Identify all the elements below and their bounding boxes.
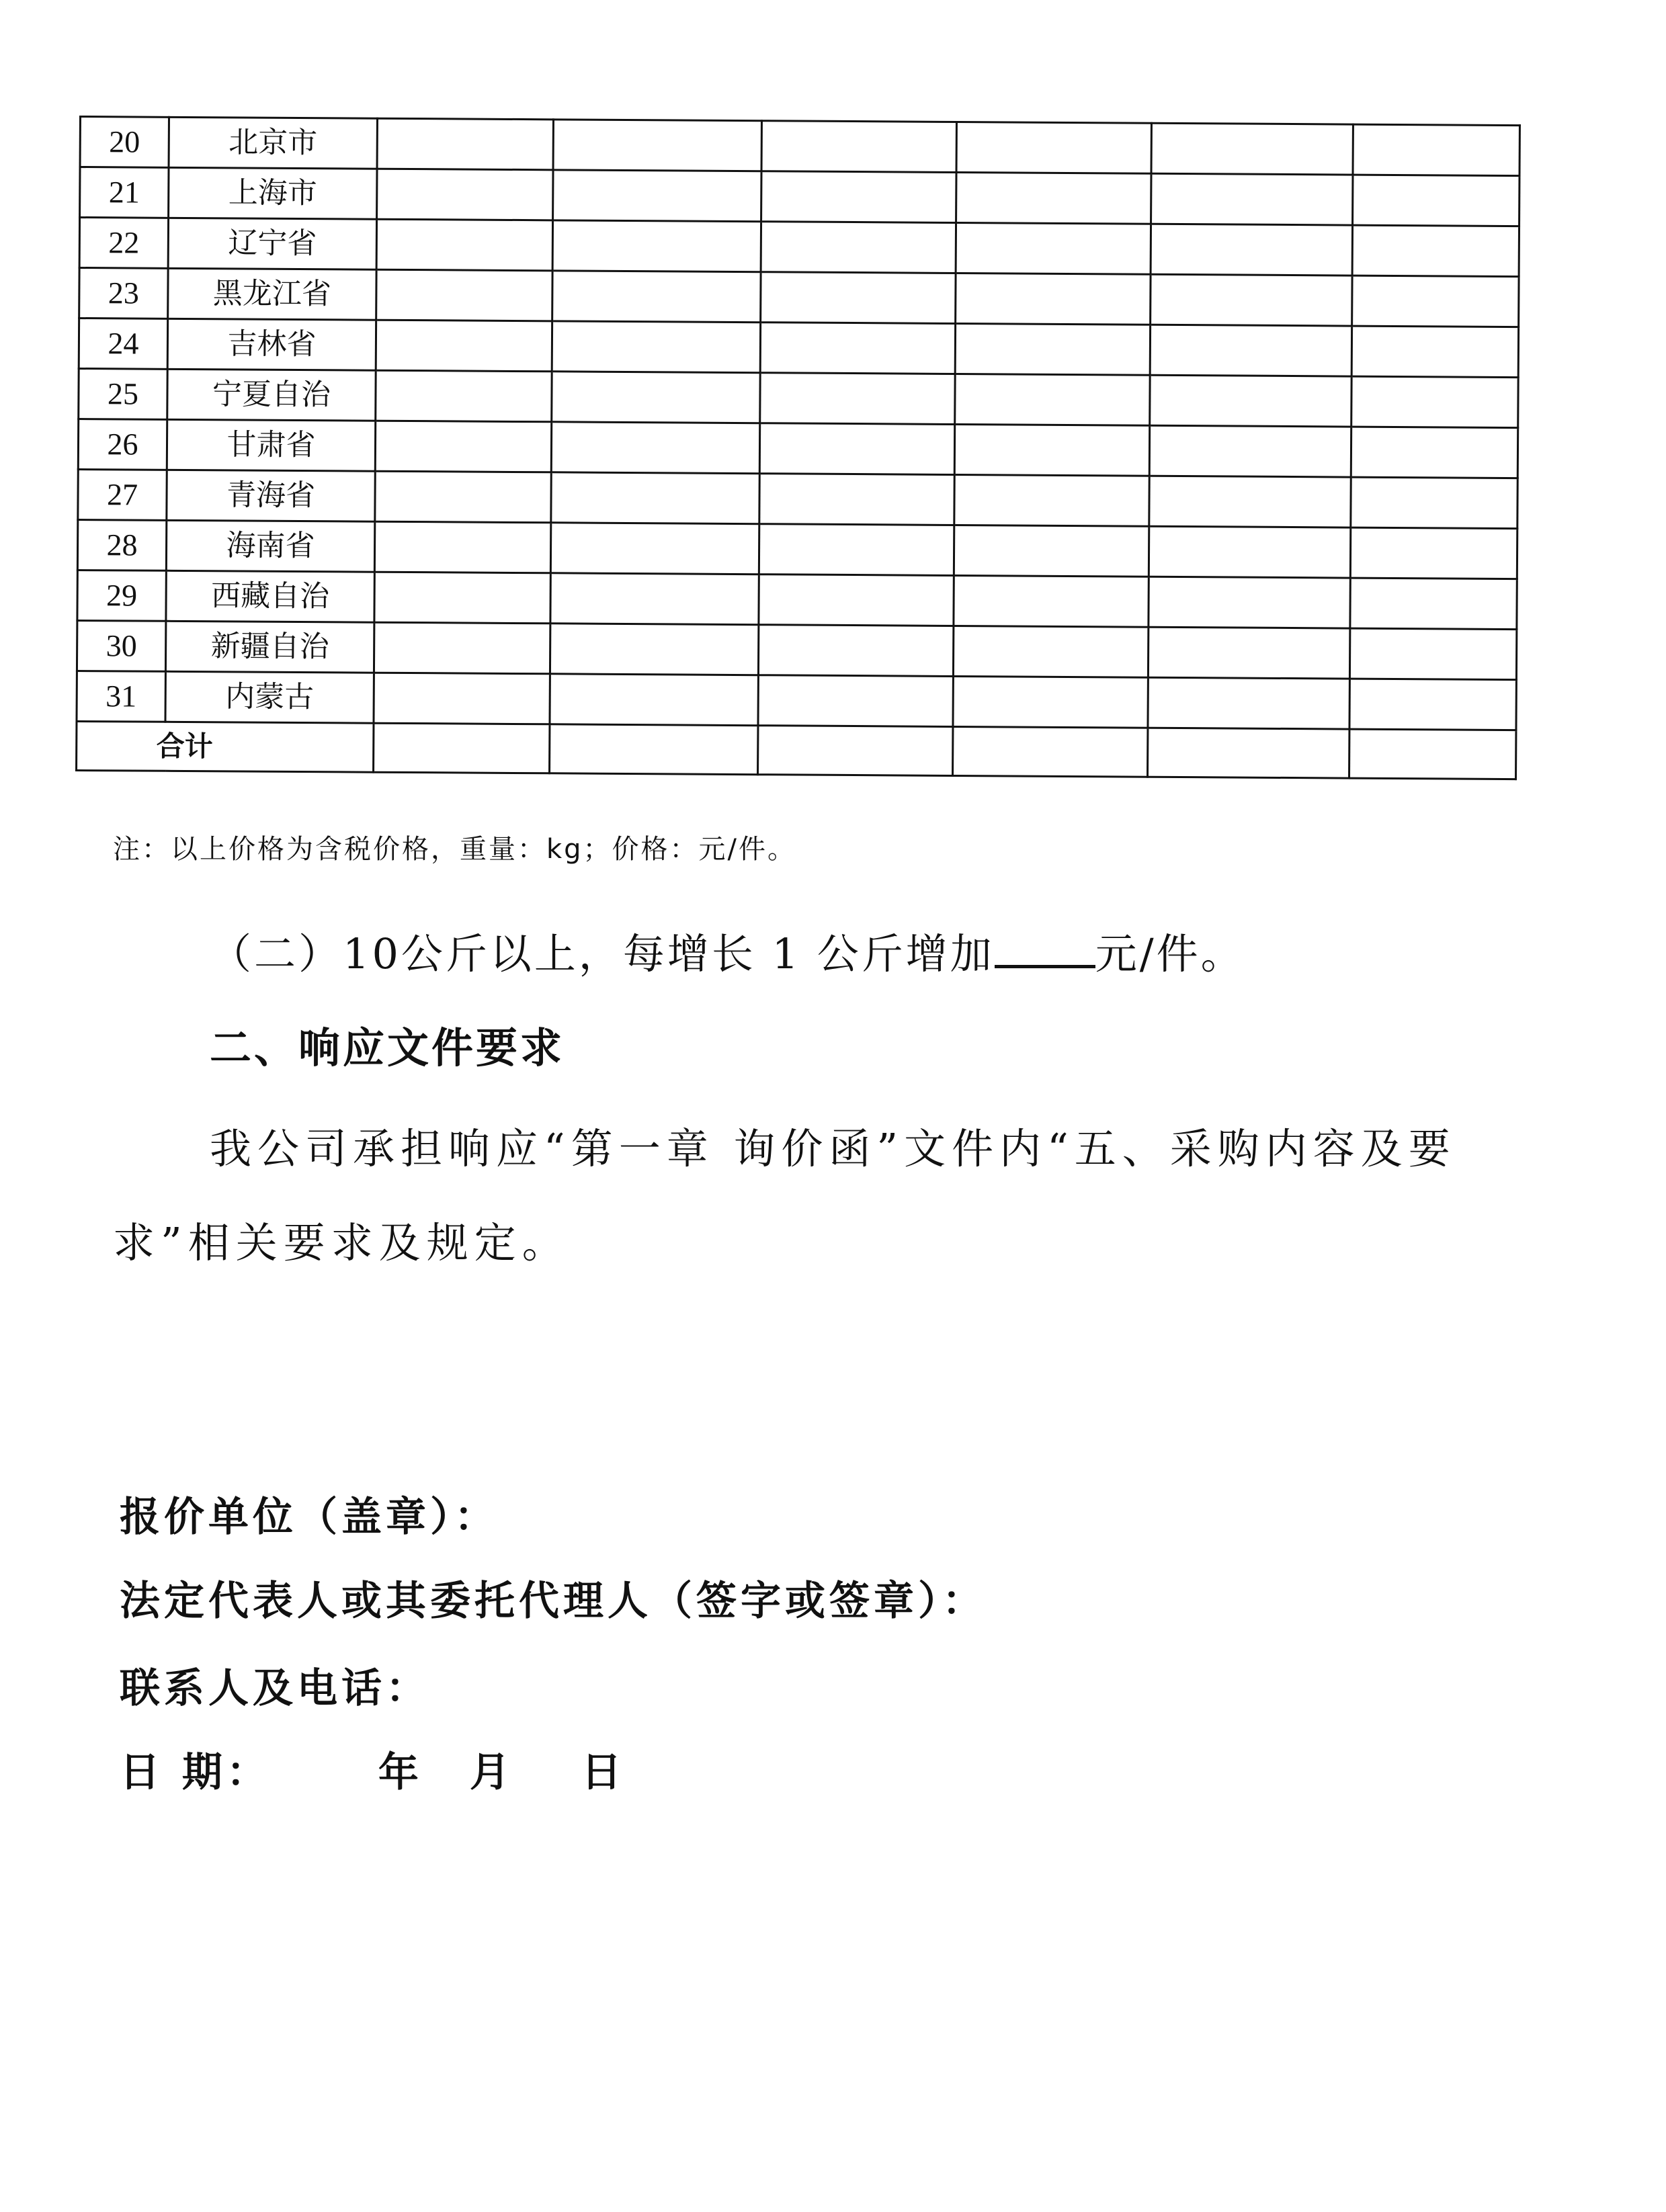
- table-row: [77, 519, 1517, 579]
- row-number: 25: [79, 369, 167, 420]
- price-cell[interactable]: [956, 273, 1151, 325]
- price-cell[interactable]: [954, 525, 1149, 577]
- price-cell[interactable]: [1149, 526, 1350, 578]
- row-number: 26: [78, 419, 167, 470]
- region-name: 上海市: [169, 167, 377, 219]
- price-cell[interactable]: [1353, 175, 1519, 226]
- price-cell[interactable]: [374, 673, 550, 724]
- table-row: [77, 620, 1516, 679]
- price-cell[interactable]: [1149, 577, 1350, 628]
- row-number: 30: [77, 620, 165, 671]
- price-cell[interactable]: [1149, 476, 1351, 527]
- price-cell[interactable]: [956, 122, 1151, 173]
- price-cell[interactable]: [759, 423, 954, 475]
- price-cell[interactable]: [954, 474, 1149, 526]
- price-cell[interactable]: [550, 674, 758, 726]
- total-label: 合计: [77, 721, 374, 772]
- total-cell[interactable]: [758, 726, 953, 776]
- price-cell[interactable]: [761, 171, 956, 223]
- price-table: [75, 116, 1521, 780]
- price-cell[interactable]: [376, 269, 552, 321]
- price-cell[interactable]: [550, 624, 758, 675]
- table-row: [79, 369, 1518, 428]
- table-note: 注：以上价格为含税价格，重量：kg；价格：元/件。: [113, 834, 797, 865]
- region-name: 黑龙江省: [168, 268, 376, 320]
- row-number: 28: [77, 519, 166, 570]
- price-cell[interactable]: [552, 321, 760, 373]
- price-cell[interactable]: [1349, 679, 1516, 730]
- row-number: 27: [78, 469, 167, 520]
- date-field: [120, 1740, 626, 1798]
- region-name: 海南省: [166, 520, 374, 572]
- region-name: 北京市: [169, 117, 377, 169]
- table-row: [78, 419, 1517, 478]
- table-row: [77, 570, 1517, 629]
- representative-field: 法定代表人或其委托代理人（签字或签章）：: [120, 1578, 987, 1625]
- table-row: [77, 671, 1516, 730]
- contact-field: 联系人及电话：: [120, 1665, 430, 1712]
- fill-in-blank[interactable]: [995, 927, 1095, 968]
- price-cell[interactable]: [375, 421, 551, 472]
- total-cell[interactable]: [1349, 729, 1516, 779]
- section-body-line1: 我公司承担响应“第一章 询价函”文件内“五、采购内容及要: [210, 1124, 1456, 1173]
- total-cell[interactable]: [550, 724, 758, 775]
- price-cell[interactable]: [377, 169, 553, 220]
- table-row: [80, 117, 1519, 176]
- price-cell[interactable]: [1349, 628, 1516, 680]
- total-cell[interactable]: [953, 726, 1148, 777]
- price-cell[interactable]: [1352, 225, 1519, 277]
- month-label: 月: [469, 1749, 514, 1796]
- price-cell[interactable]: [553, 120, 761, 171]
- price-cell[interactable]: [1351, 477, 1517, 529]
- price-cell[interactable]: [1350, 578, 1517, 630]
- region-name: 吉林省: [167, 318, 376, 370]
- price-cell[interactable]: [760, 373, 955, 425]
- price-cell[interactable]: [1353, 124, 1519, 176]
- price-cell[interactable]: [1151, 123, 1353, 175]
- table-row: [79, 268, 1519, 327]
- price-cell[interactable]: [550, 573, 759, 625]
- region-name: 新疆自治: [165, 621, 374, 673]
- table-row: [78, 469, 1517, 528]
- price-cell[interactable]: [759, 575, 954, 626]
- total-cell[interactable]: [374, 723, 550, 773]
- table-row: [80, 167, 1519, 226]
- sub-item-weight-over-10kg: [210, 921, 1245, 980]
- year-label: 年: [378, 1749, 423, 1796]
- row-number: 24: [79, 318, 167, 370]
- price-cell[interactable]: [953, 676, 1148, 728]
- price-cell[interactable]: [374, 521, 550, 573]
- price-cell[interactable]: [1350, 527, 1517, 579]
- date-label: 日 期：: [120, 1749, 271, 1796]
- total-row: [77, 721, 1516, 779]
- section-body-line2: 求”相关要求及规定。: [113, 1218, 570, 1267]
- price-cell[interactable]: [1351, 427, 1517, 478]
- price-cell[interactable]: [550, 523, 759, 575]
- price-cell[interactable]: [1352, 275, 1519, 327]
- price-cell[interactable]: [1351, 326, 1518, 378]
- row-number: 29: [77, 570, 166, 621]
- price-cell[interactable]: [551, 422, 759, 474]
- region-name: 甘肃省: [167, 419, 375, 471]
- price-cell[interactable]: [552, 271, 761, 323]
- price-cell[interactable]: [552, 220, 761, 272]
- row-number: 21: [80, 167, 169, 218]
- price-cell[interactable]: [377, 118, 553, 170]
- price-cell[interactable]: [761, 121, 956, 173]
- price-cell[interactable]: [1151, 224, 1352, 275]
- price-cell[interactable]: [760, 323, 955, 374]
- price-cell[interactable]: [376, 219, 552, 271]
- price-cell[interactable]: [956, 172, 1151, 224]
- price-cell[interactable]: [1148, 677, 1349, 729]
- region-name: 宁夏自治: [167, 369, 376, 421]
- region-name: 西藏自治: [166, 570, 374, 622]
- price-cell[interactable]: [758, 625, 953, 677]
- sub-item-prefix: （二）10公斤以上，每增长 1 公斤增加: [210, 929, 995, 978]
- price-cell[interactable]: [1351, 376, 1518, 428]
- table-row: [79, 218, 1519, 277]
- total-cell[interactable]: [1148, 728, 1349, 778]
- table-row: [79, 318, 1518, 378]
- price-cell[interactable]: [954, 575, 1149, 627]
- price-cell[interactable]: [376, 370, 552, 422]
- price-cell[interactable]: [759, 474, 954, 525]
- price-cell[interactable]: [1151, 274, 1352, 326]
- price-cell[interactable]: [376, 320, 552, 372]
- row-number: 22: [79, 218, 168, 269]
- price-cell[interactable]: [1150, 325, 1351, 376]
- region-name: 辽宁省: [168, 218, 376, 269]
- day-label: 日: [581, 1749, 626, 1796]
- price-cell[interactable]: [551, 472, 759, 524]
- price-cell[interactable]: [1148, 627, 1349, 679]
- row-number: 31: [77, 671, 165, 722]
- price-cell[interactable]: [375, 471, 551, 523]
- section-heading: 二、响应文件要求: [210, 1023, 565, 1072]
- region-name: 青海省: [167, 470, 375, 521]
- price-cell[interactable]: [374, 572, 550, 624]
- price-cell[interactable]: [1149, 425, 1351, 477]
- price-cell[interactable]: [955, 374, 1150, 425]
- price-cell[interactable]: [954, 424, 1149, 476]
- price-cell[interactable]: [761, 222, 956, 273]
- price-cell[interactable]: [956, 222, 1151, 274]
- price-cell[interactable]: [1151, 173, 1353, 225]
- price-cell[interactable]: [1150, 375, 1351, 427]
- region-name: 内蒙古: [165, 671, 374, 723]
- price-cell[interactable]: [955, 323, 1150, 375]
- price-cell[interactable]: [374, 622, 550, 674]
- sub-item-suffix: 元/件。: [1095, 929, 1245, 978]
- price-cell[interactable]: [953, 626, 1148, 677]
- price-cell[interactable]: [758, 675, 953, 727]
- row-number: 20: [80, 117, 169, 168]
- price-cell[interactable]: [761, 272, 956, 324]
- price-cell[interactable]: [553, 170, 761, 222]
- price-cell[interactable]: [759, 524, 954, 576]
- quoting-unit-field: 报价单位（盖章）：: [120, 1494, 499, 1541]
- price-cell[interactable]: [552, 372, 760, 423]
- row-number: 23: [79, 268, 168, 319]
